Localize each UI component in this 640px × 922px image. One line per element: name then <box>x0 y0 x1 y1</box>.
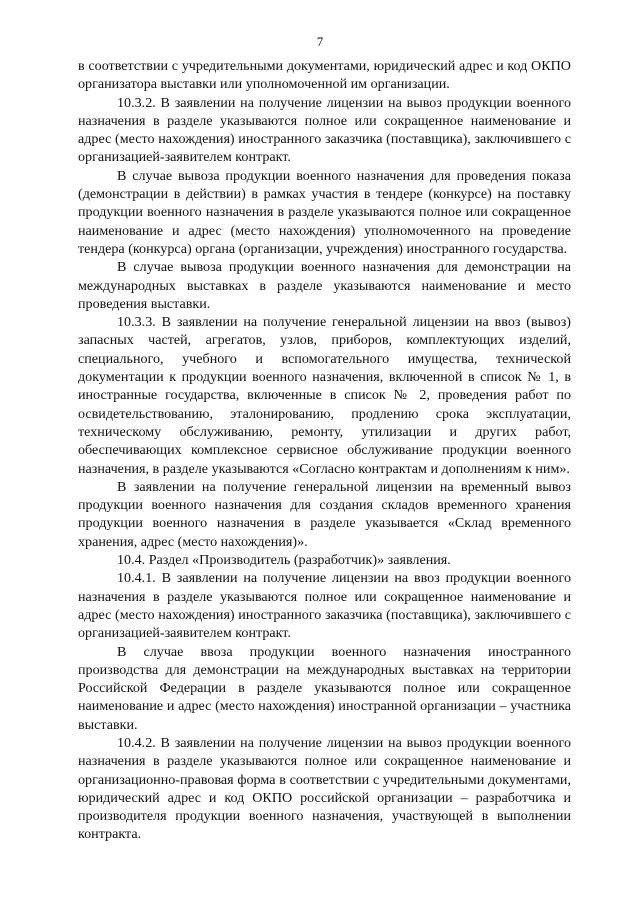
paragraph-10-4: 10.4. Раздел «Производитель (разработчик)» заявления. <box>117 552 451 569</box>
page-number: 7 <box>316 34 324 49</box>
document-body <box>78 57 571 844</box>
paragraph-temporary-storage: В заявлении на получение генеральной лицензии на временный вывоз продукции военного назначения для создания складов временного хранения продукции военного назначения в разделе указывается «Склад временного хранения, адрес (место нахождения)». <box>78 478 571 550</box>
paragraph-foreign-exhibition-import: В случае ввоза продукции военного назначения иностранного производства для демонстрации на международных выставках на территории Российской Федерации в разделе указываются полное или сокращенное наименование и адрес (место нахождения) иностранной организации – участника выставки. <box>78 643 571 733</box>
paragraph-tender-display: В случае вывоза продукции военного назначения для проведения показа (демонстрации в действии) в рамках участия в тендере (конкурсе) на поставку продукции военного назначения в разделе указываются полное или сокращенное наименование и адрес (место нахождения) уполномоченного на проведение тендера (конкурса) органа (организации, учреждения) иностранного государства. <box>78 167 571 257</box>
paragraph-10-3-2: 10.3.2. В заявлении на получение лицензии на вывоз продукции военного назначения в разделе указываются полное или сокращенное наименование и адрес (место нахождения) иностранного заказчика (поставщика), заключившего с организацией-заявителем контракт. <box>78 94 571 166</box>
paragraph-10-4-1: 10.4.1. В заявлении на получение лицензии на ввоз продукции военного назначения в разделе указываются полное или сокращенное наименование и адрес (место нахождения) иностранного заказчика (поставщика), заключившего с организацией-заявителем контракт. <box>78 570 571 642</box>
paragraph-10-4-2: 10.4.2. В заявлении на получение лицензии на вывоз продукции военного назначения в разделе указываются полное или сокращенное наименование и организационно-правовая форма в соответствии с учредительными документами, юридический адрес и код ОКПО российской организации – разработчика и производителя продукции военного назначения, участвующей в выполнении контракта. <box>78 734 571 843</box>
paragraph-10-3-3: 10.3.3. В заявлении на получение генеральной лицензии на ввоз (вывоз) запасных частей, агрегатов, узлов, приборов, комплектующих изделий, специального, учебного и вспомогательного имущества, технической документации к продукции военного назначения, включенной в список № 1, в иностранные государства, включенные в список № 2, проведения работ по освидетельствованию, эталонированию, продлению срока эксплуатации, техническому обслуживанию, ремонту, утилизации и других работ, обеспечивающих комплексное сервисное обслуживание продукции военного назначения, в разделе указываются «Согласно контрактам и дополнениям к ним». <box>78 314 571 477</box>
paragraph-continuation: в соответствии с учредительными документами, юридический адрес и код ОКПО организатора выставки или уполномоченной им организации. <box>78 58 571 93</box>
paragraph-exhibition-export: В случае вывоза продукции военного назначения для демонстрации на международных выставках в разделе указываются наименование и место проведения выставки. <box>78 259 571 312</box>
